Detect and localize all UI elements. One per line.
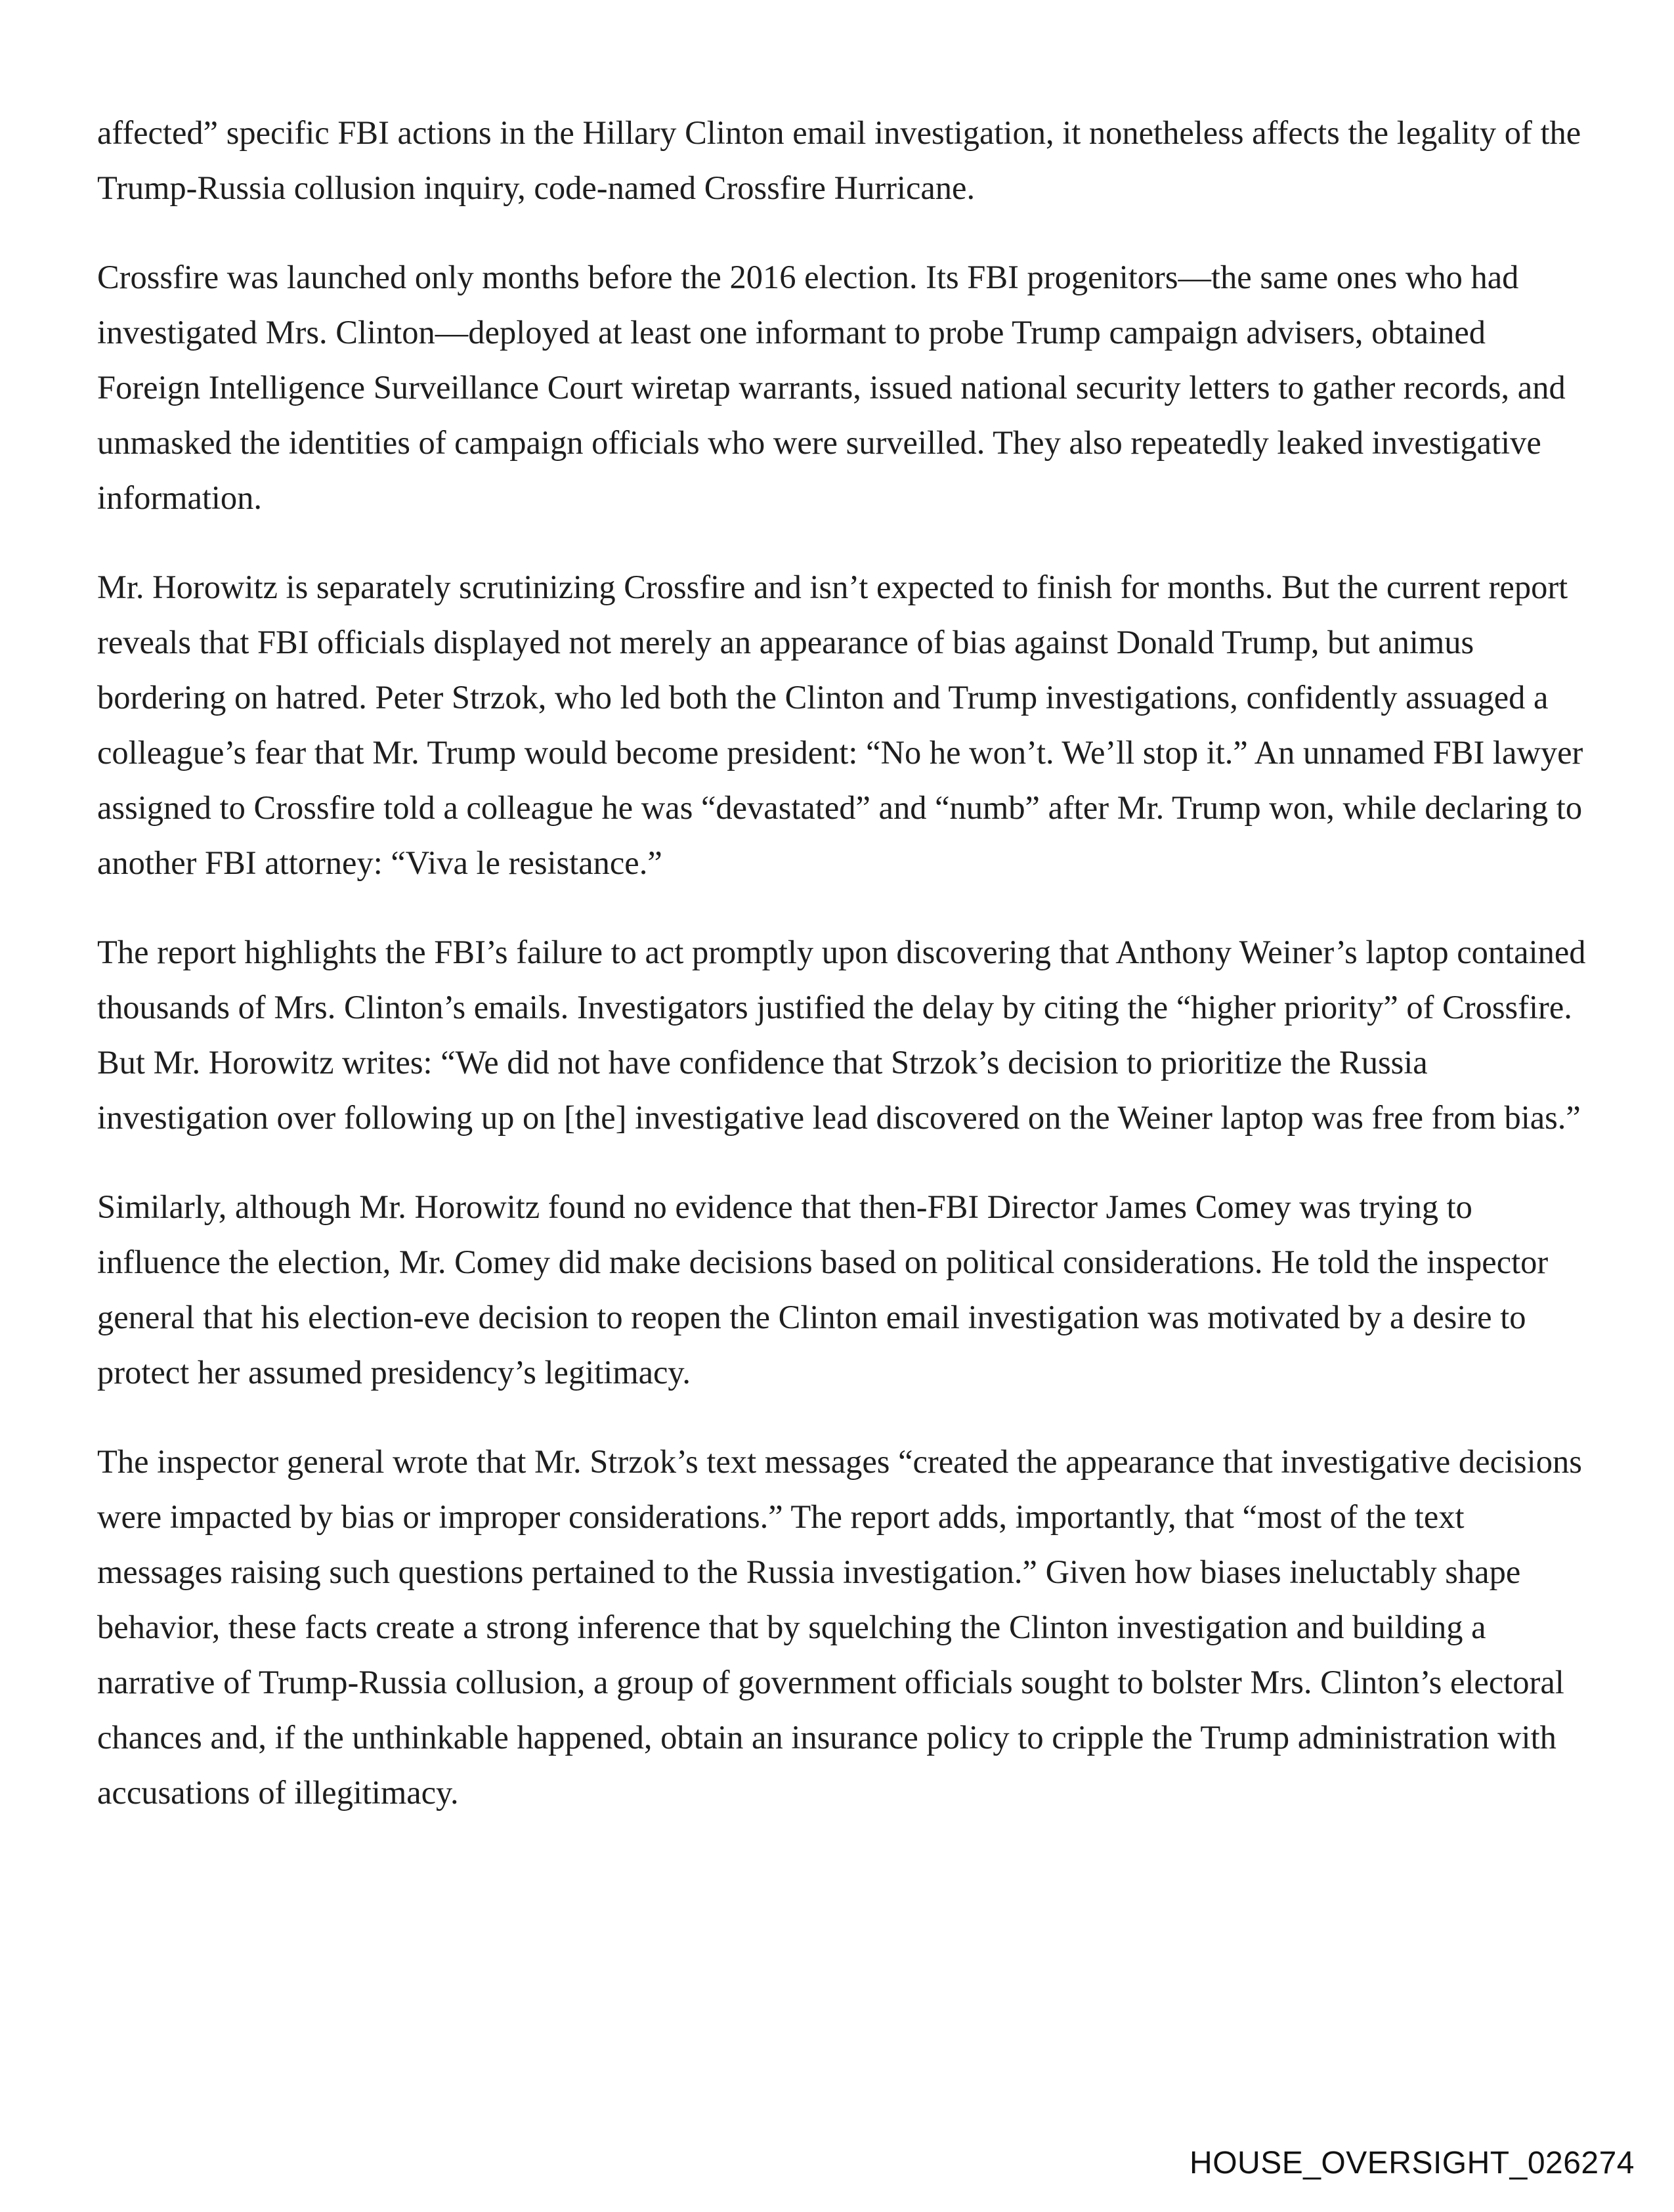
paragraph-4: The report highlights the FBI’s failure to act promptly upon discovering that Anthony Weiner’s laptop contained thousands of Mrs. Clinton’s emails. Investigators justified the delay by citing the “higher priority” of Crossfire. But Mr. Horowitz writes: “We did not have confidence that Strzok’s decision to prioritize the Russia investigation over following up on [the] investigative lead discovered on the Weiner laptop was free from bias.” [97, 934, 1586, 1136]
document-body [97, 105, 1587, 1854]
paragraph-1: affected” specific FBI actions in the Hillary Clinton email investigation, it nonetheless affects the legality of the Trump-Russia collusion inquiry, code-named Crossfire Hurricane. [97, 114, 1581, 206]
paragraph-6: The inspector general wrote that Mr. Strzok’s text messages “created the appearance that investigative decisions were impacted by bias or improper considerations.” The report adds, importantly, that “most of the text messages raising such questions pertained to the Russia investigation.” Given how biases ineluctably shape behavior, these facts create a strong inference that by squelching the Clinton investigation and building a narrative of Trump-Russia collusion, a group of government officials sought to bolster Mrs. Clinton’s electoral chances and, if the unthinkable happened, obtain an insurance policy to cripple the Trump administration with accusations of illegitimacy. [97, 1443, 1582, 1811]
paragraph-3: Mr. Horowitz is separately scrutinizing Crossfire and isn’t expected to finish for months. But the current report reveals that FBI officials displayed not merely an appearance of bias against Donald Trump, but animus bordering on hatred. Peter Strzok, who led both the Clinton and Trump investigations, confidently assuaged a colleague’s fear that Mr. Trump would become president: “No he won’t. We’ll stop it.” An unnamed FBI lawyer assigned to Crossfire told a colleague he was “devastated” and “numb” after Mr. Trump won, while declaring to another FBI attorney: “Viva le resistance.” [97, 569, 1583, 881]
paragraph-5: Similarly, although Mr. Horowitz found no evidence that then-FBI Director James Comey was trying to influence the election, Mr. Comey did make decisions based on political considerations. He told the inspector general that his election-eve decision to reopen the Clinton email investigation was motivated by a desire to protect her assumed presidency’s legitimacy. [97, 1188, 1549, 1391]
paragraph-2: Crossfire was launched only months before the 2016 election. Its FBI progenitors—the same ones who had investigated Mrs. Clinton—deployed at least one informant to probe Trump campaign advisers, obtained Foreign Intelligence Surveillance Court wiretap warrants, issued national security letters to gather records, and unmasked the identities of campaign officials who were surveilled. They also repeatedly leaked investigative information. [97, 259, 1566, 516]
bates-stamp: HOUSE_OVERSIGHT_026274 [1190, 2146, 1635, 2180]
